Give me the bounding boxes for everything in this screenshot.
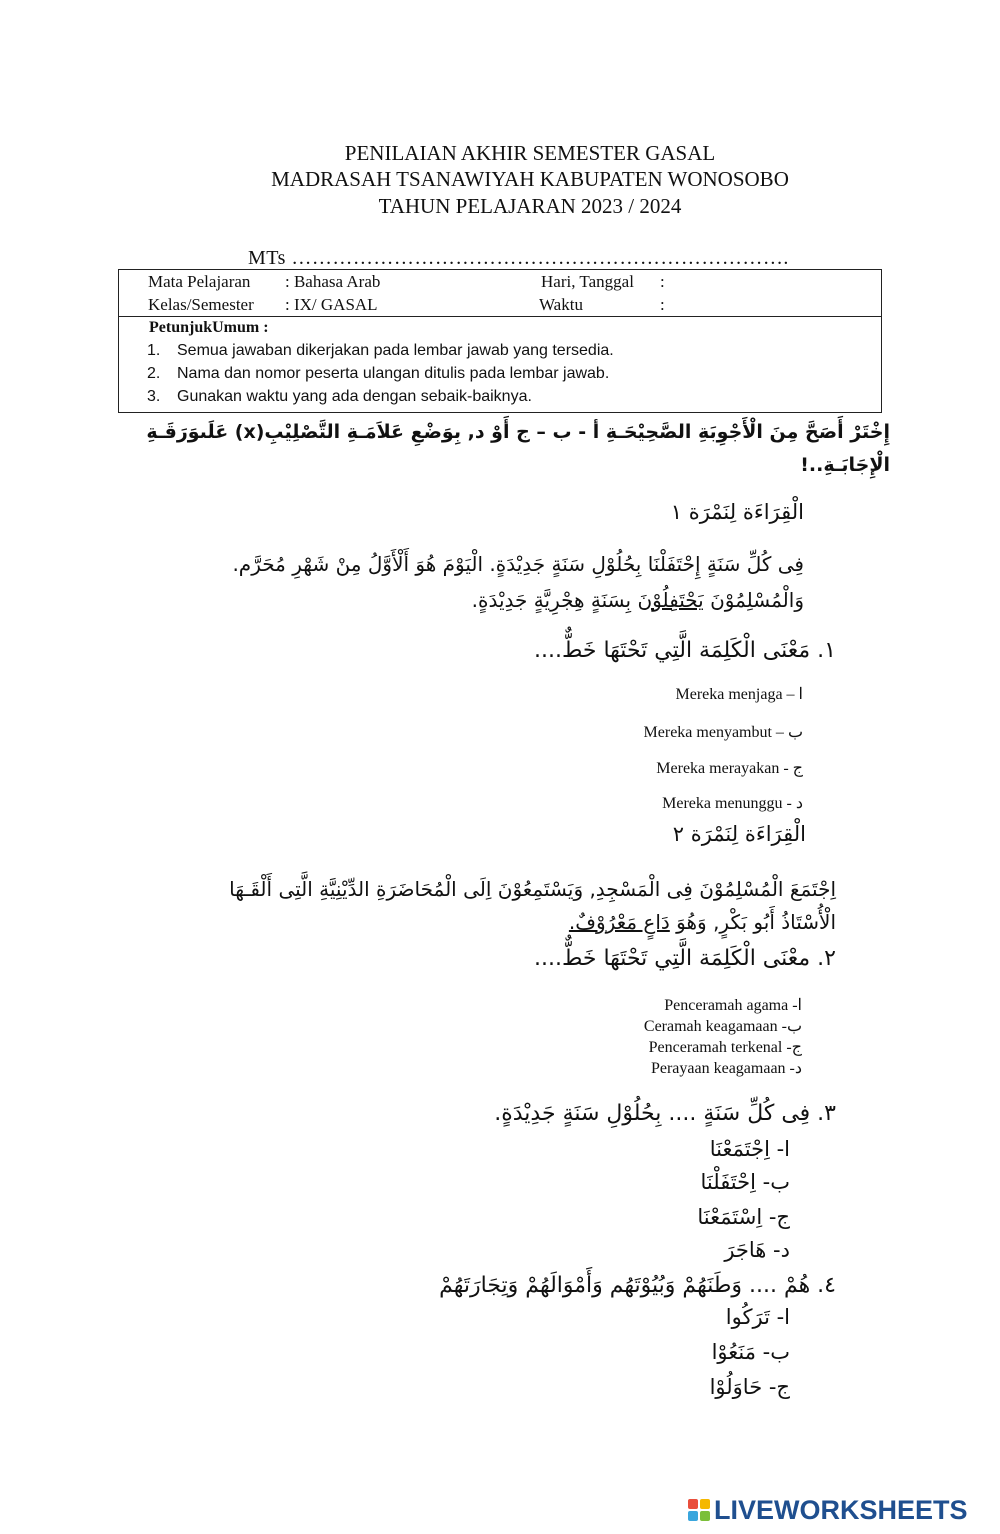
reading-1-line-2: وَالْمُسْلِمُوْنَ يَحْتَفِلُوْنَ بِسَنَةٍ هِجْرِيَّةٍ جَدِيْدَةٍ.: [471, 588, 804, 612]
q2-option-a[interactable]: Penceramah agama -ا: [664, 997, 802, 1014]
logo-text: LIVEWORKSHEETS: [714, 1494, 968, 1525]
q4-option-b[interactable]: ب- مَنَعُوْا: [711, 1340, 790, 1364]
info-box: [118, 269, 882, 317]
class-label: Kelas/Semester: [148, 295, 254, 314]
subject-value: : Bahasa Arab: [285, 272, 381, 291]
instruction-item: 2. Nama dan nomor peserta ulangan ditulis pada lembar jawab.: [147, 365, 610, 382]
logo-square: [700, 1511, 710, 1521]
instruction-item: 3. Gunakan waktu yang ada dengan sebaik-baiknya.: [147, 388, 532, 405]
time-value: :: [660, 295, 665, 314]
time-label: Waktu: [539, 295, 583, 314]
instructions-box: [118, 315, 882, 413]
instruction-item: 1. Semua jawaban dikerjakan pada lembar jawab yang tersedia.: [147, 342, 614, 359]
question-2-stem: ٢. معْنَى الْكَلِمَة الَّتِي تَحْتَهَا خَطٌّ....: [534, 946, 836, 971]
q1-option-b[interactable]: Mereka menyambut – ب: [643, 724, 803, 741]
logo-square: [688, 1511, 698, 1521]
subject-label: Mata Pelajaran: [148, 272, 251, 291]
logo-square: [688, 1499, 698, 1509]
reading-2-title: الْقِرَاءَة لِنَمْرَة ٢: [672, 822, 806, 846]
school-title: MADRASAH TSANAWIYAH KABUPATEN WONOSOBO: [271, 167, 789, 191]
underlined-word: يَحْتَفِلُوْنَ: [637, 588, 704, 612]
class-value: : IX/ GASAL: [285, 295, 378, 314]
command-line-1: إِخْتَرْ أَصَحَّ مِنَ الْأَجْوِبَةِ الصَّحِيْحَـةِ أ - ب – ج أَوْ د, بِوَضْعِ عَلاَمَـةِ التَّصْلِيْبِ(x) عَلَىوَرَقَـةِ: [146, 421, 890, 443]
logo-icon: [688, 1499, 710, 1521]
q1-option-d[interactable]: Mereka menunggu - د: [662, 795, 803, 812]
q2-option-d[interactable]: Perayaan keagamaan -د: [650, 1060, 802, 1077]
q3-option-a[interactable]: ا- اِجْتَمَعْنَا: [709, 1137, 790, 1161]
reading-2-line-2: الْأُسْتَاذُ أَبُو بَكْرٍ, وَهُوَ دَاعٍ مَعْرُوْفٌ.: [568, 910, 836, 934]
exam-title: PENILAIAN AKHIR SEMESTER GASAL: [344, 141, 716, 165]
q3-option-c[interactable]: ج- اِسْتَمَعْنَا: [697, 1205, 790, 1229]
q4-option-c[interactable]: ج- حَاوَلُوْا: [709, 1375, 790, 1399]
q4-option-a[interactable]: ا- تَرَكُوا: [725, 1305, 790, 1329]
q1-option-a[interactable]: Mereka menjaga – ا: [675, 686, 803, 703]
q1-option-c[interactable]: Mereka merayakan - ج: [656, 760, 803, 777]
reading-2-line-1: اِجْتَمَعَ الْمُسْلِمُوْنَ فِى الْمَسْجِدِ, وَيَسْتَمِعُوْنَ اِلَى الْمُحَاضَرَةِ الدِّيْنِيَّةِ الَّتِى أَلْقَـهَا: [229, 877, 836, 901]
underlined-word: دَاعٍ مَعْرُوْفٌ.: [568, 910, 670, 934]
school-name-line: MTs ……………………………………………………………….: [248, 247, 789, 269]
q2-option-b[interactable]: Ceramah keagamaan -ب: [643, 1018, 802, 1035]
question-1-stem: ١. مَعْنَى الْكَلِمَة الَّتِي تَحْتَهَا خَطٌّ....: [534, 638, 836, 663]
instructions-title: PetunjukUmum :: [149, 319, 269, 336]
command-line-2: الْإِجَابَـةِ..!: [800, 454, 890, 476]
day-label: Hari, Tanggal: [541, 272, 634, 291]
year-title: TAHUN PELAJARAN 2023 / 2024: [378, 194, 682, 218]
question-3-stem: ٣. فِى كُلِّ سَنَةٍ .... بِحُلُوْلِ سَنَةٍ جَدِيْدَةٍ.: [494, 1101, 836, 1126]
logo-square: [700, 1499, 710, 1509]
reading-1-line-1: فِى كُلِّ سَنَةٍ إِحْتَفَلْنَا بِحُلُوْلِ سَنَةٍ جَدِيْدَةٍ. الْيَوْمَ هُوَ أَلْأَوَّلُ مِنْ شَهْرِ مُحَرَّم.: [232, 552, 804, 576]
question-4-stem: ٤. هُمْ .... وَطَنَهُمْ وَبُيُوْتَهُم وَأَمْوَالَهُمْ وَتِجَارَتَهُمْ: [439, 1273, 836, 1298]
day-value: :: [660, 272, 665, 291]
q3-option-b[interactable]: ب- اِحْتَفَلْنَا: [700, 1170, 790, 1194]
reading-1-title: الْقِرَاءَة لِنَمْرَة ١: [670, 500, 804, 524]
liveworksheets-logo: [688, 1494, 968, 1526]
q2-option-c[interactable]: Penceramah terkenal -ج: [648, 1039, 802, 1056]
q3-option-d[interactable]: د- هَاجَرَ: [724, 1238, 790, 1262]
